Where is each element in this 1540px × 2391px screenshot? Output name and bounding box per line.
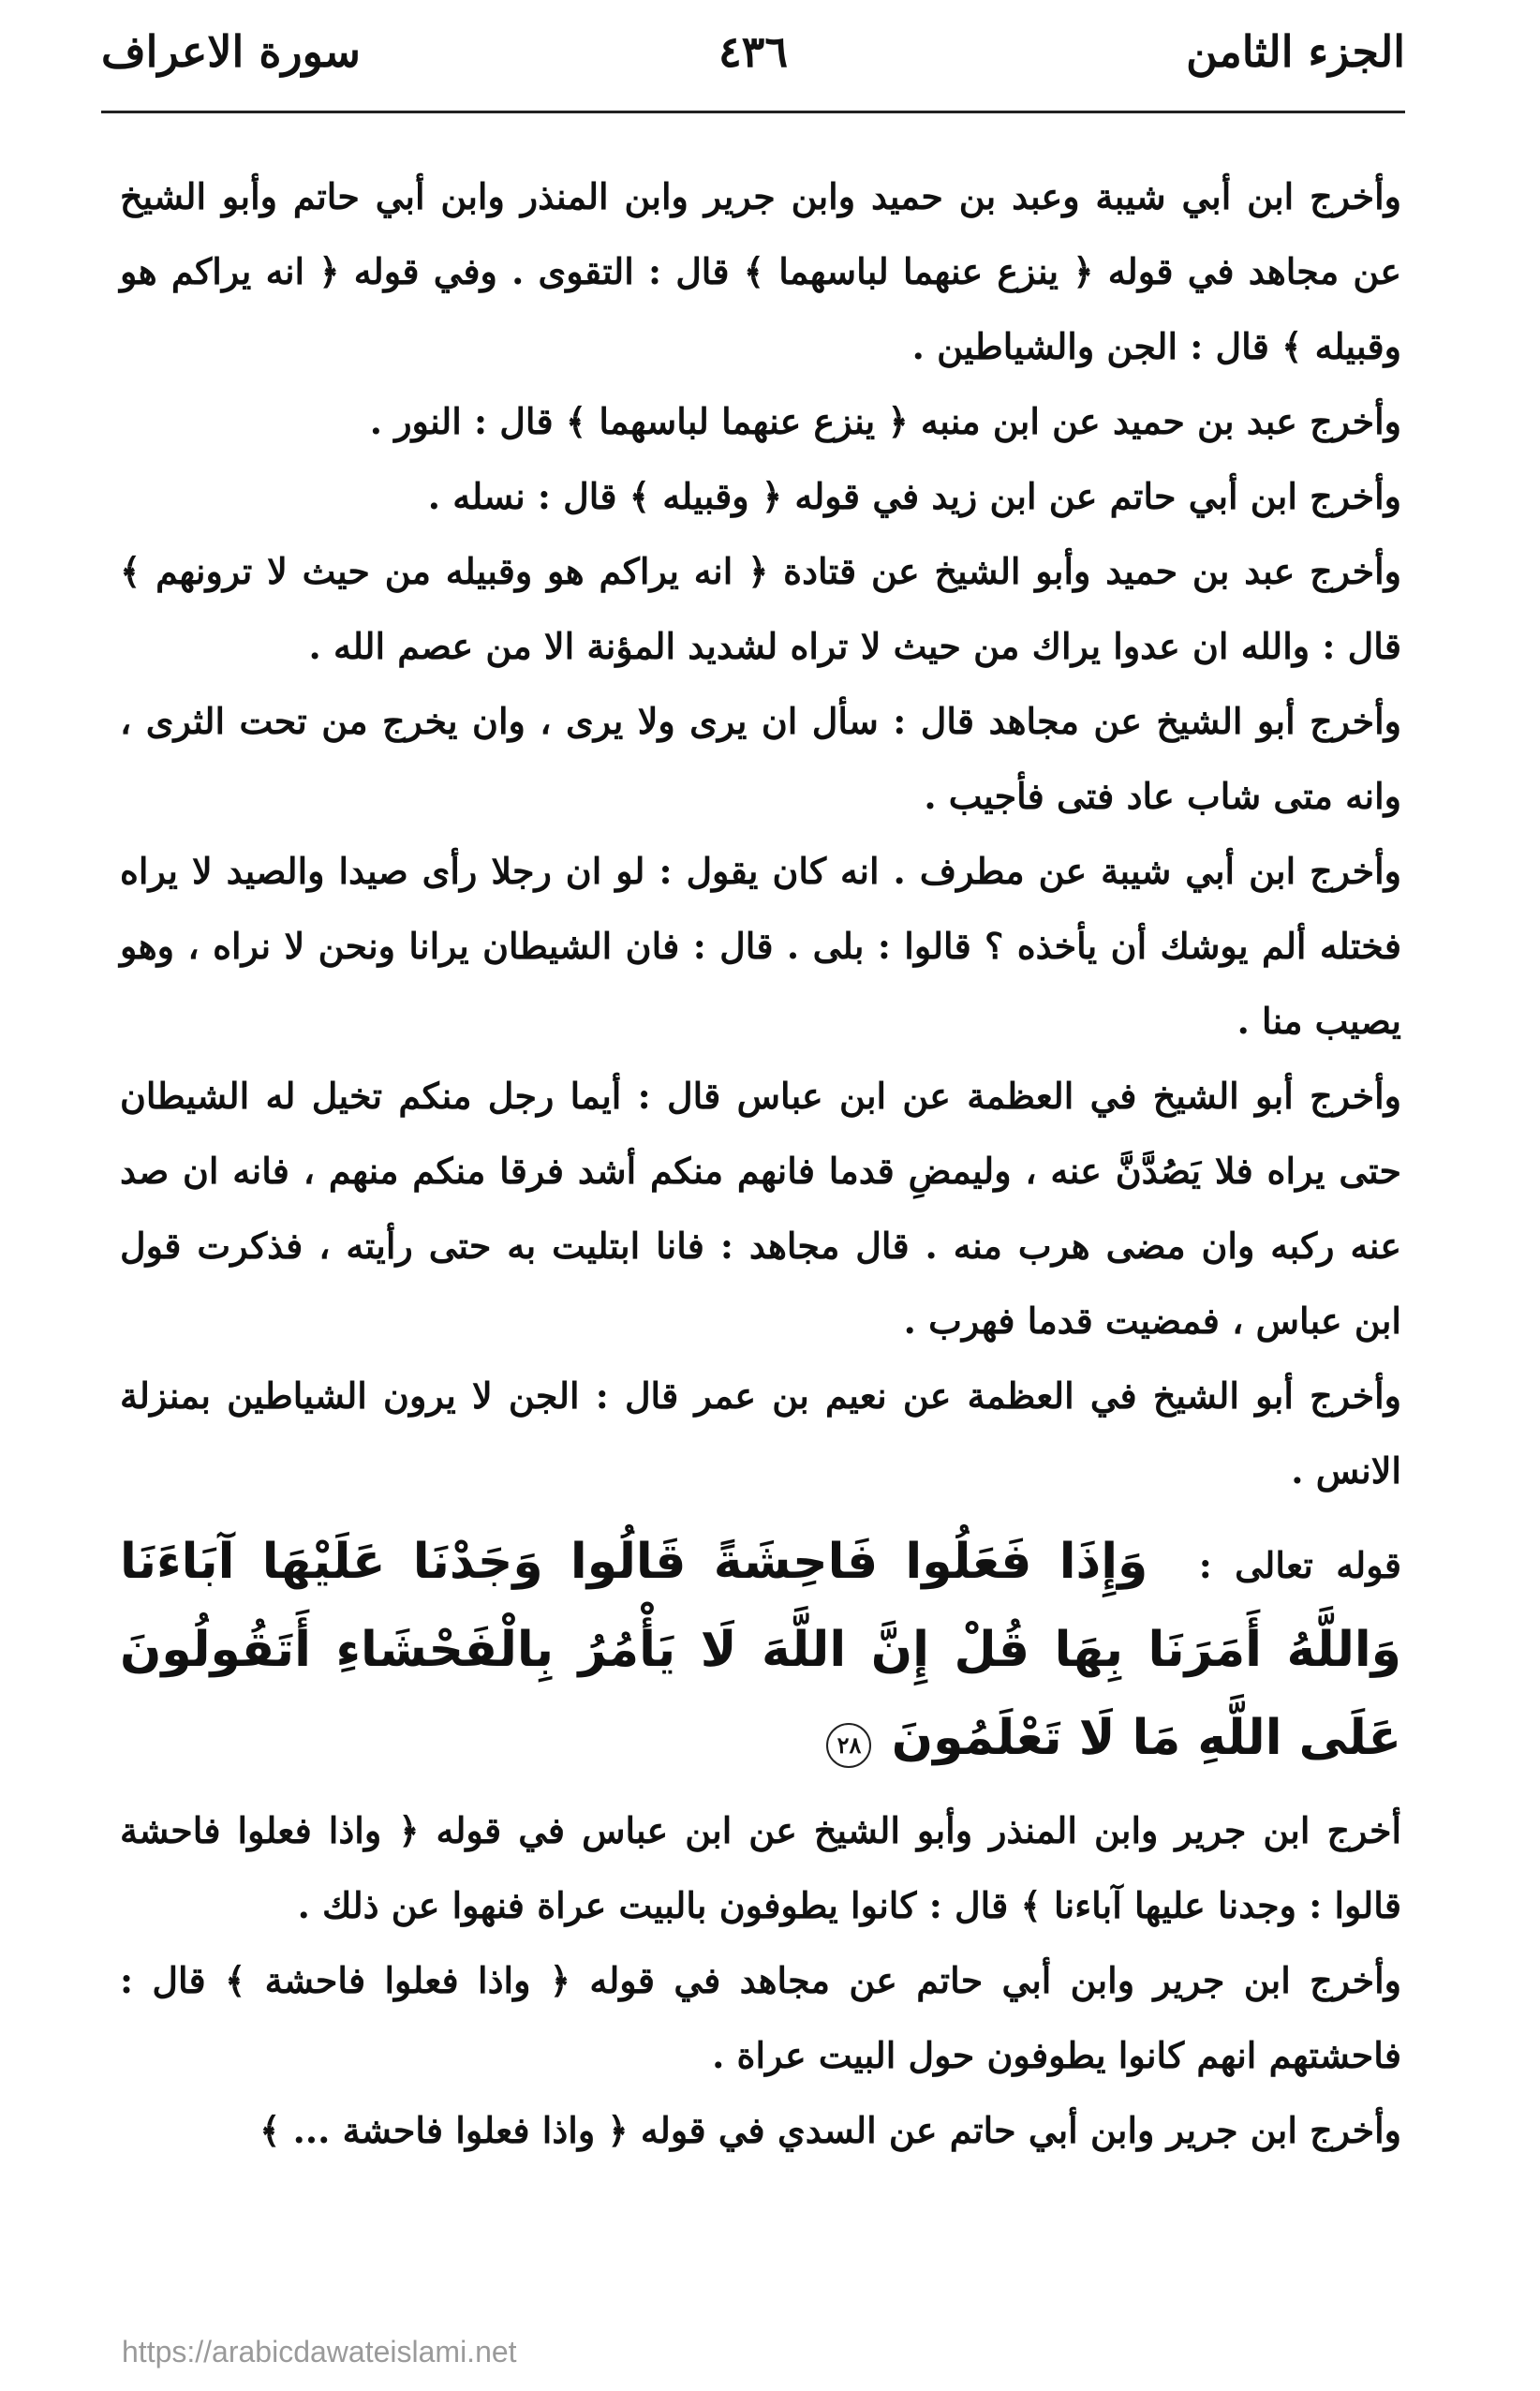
paragraph: وأخرج ابن أبي شيبة عن مطرف . انه كان يقول : لو ان رجلا رأى صيدا والصيد لا يراه فختله ألم يوشك أن يأخذه ؟ قالوا : بلى . قال : فان الشيطان يرانا ونحن لا نراه ، وهو يصيب منا . <box>120 850 1401 1042</box>
part-title: الجزء الثامن <box>1186 26 1405 77</box>
paragraph: وأخرج أبو الشيخ عن مجاهد قال : سأل ان يرى ولا يرى ، وان يخرج من تحت الثرى ، وانه متى شاب عاد فتى فأجيب . <box>120 700 1401 817</box>
verse-intro: قوله تعالى : <box>1198 1544 1401 1586</box>
paragraph: وأخرج عبد بن حميد عن ابن منبه ﴿ ينزع عنهما لباسهما ﴾ قال : النور . <box>369 400 1401 442</box>
paragraph: وأخرج ابن أبي شيبة وعبد بن حميد وابن جرير وابن المنذر وابن أبي حاتم وأبو الشيخ عن مجاهد في قوله ﴿ ينزع عنهما لباسهما ﴾ قال : التقوى . وفي قوله ﴿ انه يراكم هو وقبيله ﴾ قال : الجن والشياطين . <box>120 175 1401 367</box>
quran-verse-block <box>120 1520 1401 1784</box>
verse-text: وَإِذَا فَعَلُوا فَاحِشَةً قَالُوا وَجَدْنَا عَلَيْهَا آبَاءَنَا وَاللَّهُ أَمَرَنَا بِهَا قُلْ إِنَّ اللَّهَ لَا يَأْمُرُ بِالْفَحْشَاءِ أَتَقُولُونَ عَلَى اللَّهِ مَا لَا تَعْلَمُونَ <box>120 1534 1401 1766</box>
paragraph: وأخرج ابن جرير وابن أبي حاتم عن مجاهد في قوله ﴿ واذا فعلوا فاحشة ﴾ قال : فاحشتهم انهم كانوا يطوفون حول البيت عراة . <box>120 1959 1401 2076</box>
paragraph: أخرج ابن جرير وابن المنذر وأبو الشيخ عن ابن عباس في قوله ﴿ واذا فعلوا فاحشة قالوا : وجدنا عليها آباءنا ﴾ قال : كانوا يطوفون بالبيت عراة فنهوا عن ذلك . <box>120 1809 1401 1926</box>
paragraph: وأخرج ابن جرير وابن أبي حاتم عن السدي في قوله ﴿ واذا فعلوا فاحشة ... ﴾ <box>259 2109 1401 2151</box>
paragraph: وأخرج أبو الشيخ في العظمة عن نعيم بن عمر قال : الجن لا يرون الشياطين بمنزلة الانس . <box>120 1374 1401 1492</box>
page-header <box>101 26 1405 101</box>
surah-title: سورة الاعراف <box>101 26 361 77</box>
page-number: ٤٣٦ <box>718 26 789 77</box>
ayah-number-marker: ٢٨ <box>826 1723 871 1768</box>
paragraph: وأخرج ابن أبي حاتم عن ابن زيد في قوله ﴿ وقبيله ﴾ قال : نسله . <box>427 475 1401 517</box>
paragraph: وأخرج أبو الشيخ في العظمة عن ابن عباس قال : أيما رجل منكم تخيل له الشيطان حتى يراه فلا يَصُدَّنَّ عنه ، وليمضِ قدما فانهم منكم أشد فرقا منكم منهم ، فانه ان صد عنه ركبه وان مضى هرب منه . قال مجاهد : فانا ابتليت به حتى رأيته ، فذكرت قول ابن عباس ، فمضيت قدما فهرب . <box>120 1075 1401 1342</box>
watermark-url: https://arabicdawateislami.net <box>122 2335 517 2369</box>
paragraph: وأخرج عبد بن حميد وأبو الشيخ عن قتادة ﴿ انه يراكم هو وقبيله من حيث لا ترونهم ﴾ قال : والله ان عدوا يراك من حيث لا تراه لشديد المؤنة الا من عصم الله . <box>120 550 1401 667</box>
page-body <box>120 159 1401 2168</box>
header-divider <box>101 111 1405 113</box>
